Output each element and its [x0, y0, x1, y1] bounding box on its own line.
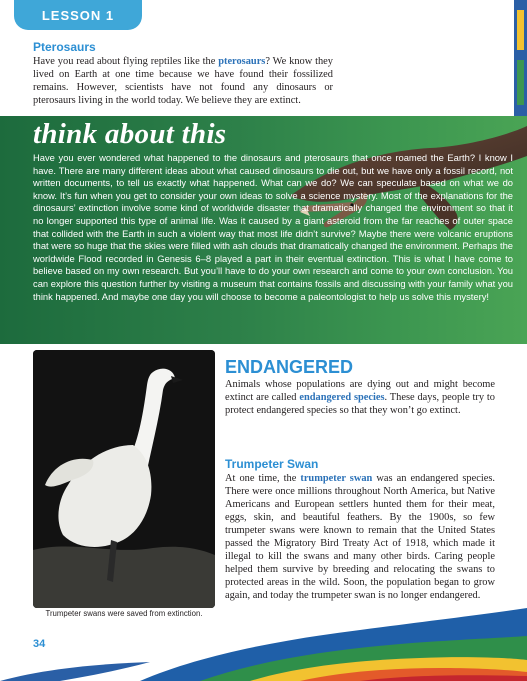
- endangered-heading: ENDANGERED: [225, 357, 354, 377]
- think-about-this-heading: think about this: [33, 118, 227, 150]
- trumpeter-swan-text-a: At one time, the: [225, 473, 301, 484]
- swan-photo: [33, 350, 215, 608]
- lesson-tab: [14, 0, 142, 30]
- pterosaurs-heading: Pterosaurs: [33, 40, 96, 54]
- page-number: 34: [33, 638, 46, 650]
- trumpeter-swan-paragraph: [225, 472, 495, 602]
- lesson-tab-label: LESSON 1: [41, 7, 115, 23]
- endangered-text-a: Animals whose populations are dying out and might become extinct are called: [225, 379, 495, 403]
- think-about-this-paragraph: [33, 152, 513, 303]
- trumpeter-swan-term: trumpeter swan: [300, 473, 373, 484]
- feathers-decoration-icon: [0, 600, 527, 681]
- think-about-this-text: Have you ever wondered what happened to the dinosaurs and pterosaurs that once roamed the Earth? I know I have. There are many different ideas about what caused dinosaurs to die out, but we have only a fossil record, not written documents, to tell us exactly what happened. What can we do? We can speculate based on what we do know. It’s fun when you get to consider your own ideas to solve a science mystery. Most of the explanations for the dinosaurs’ extinction involve some kind of worldwide disaster that dramatically changed the environment so that it no longer supported this type of animal life. Was it caused by a giant asteroid from the far reaches of outer space that collided with the Earth in such a violent way that most life didn’t survive? Maybe there were volcanic eruptions that were so huge that the skies were filled with ash clouds that dramatically changed the environment. Perhaps the worldwide Flood recorded in Genesis 6–8 played a part in their eventual extinction. This is what I have come to believe based on my own research. But you’ll have to do your own research and come to your own conclusion. You can explore this question further by visiting a museum that contains fossils and discussing with your family what you think happened. And maybe one day you will choose to become a paleontologist to help us solve this mystery!: [33, 152, 513, 302]
- photo-caption: Trumpeter swans were saved from extinction.: [45, 609, 203, 618]
- pterosaurs-term: pterosaurs: [218, 56, 266, 67]
- pterosaurs-paragraph: [33, 55, 333, 107]
- pterosaurs-text-a: Have you read about flying reptiles like the: [33, 56, 219, 67]
- endangered-text-b: . These days, people try to protect endangered species so that they won’t go extinct.: [225, 392, 495, 416]
- swan-photo-icon: [33, 350, 215, 608]
- trumpeter-swan-heading: Trumpeter Swan: [225, 457, 319, 471]
- endangered-term: endangered species: [299, 392, 385, 403]
- edge-decoration-icon: [514, 0, 527, 120]
- endangered-paragraph: [225, 378, 495, 417]
- trumpeter-swan-text-b: was an endangered species. There were once millions throughout North America, but Native Americans and European settlers hunted them for their meat, eggs, skin, and beautiful feathers. By the 1900s, so few trumpeter swans were known to remain that the United States passed the Migratory Bird Treaty Act of 1918, which made it illegal to kill the swans and many other birds. Caring people helped them survive by breeding and relocating the swans to protected areas in the wild. Soon, the population began to grow again, and today the trumpeter swan is no longer endangered.: [225, 473, 495, 601]
- pterosaurs-text-b: ? We know they lived on Earth at one time because we have found their fossilized remains. However, scientists have not found any dinosaurs or pterosaurs living in the world today. We believe they are extinct.: [33, 56, 333, 106]
